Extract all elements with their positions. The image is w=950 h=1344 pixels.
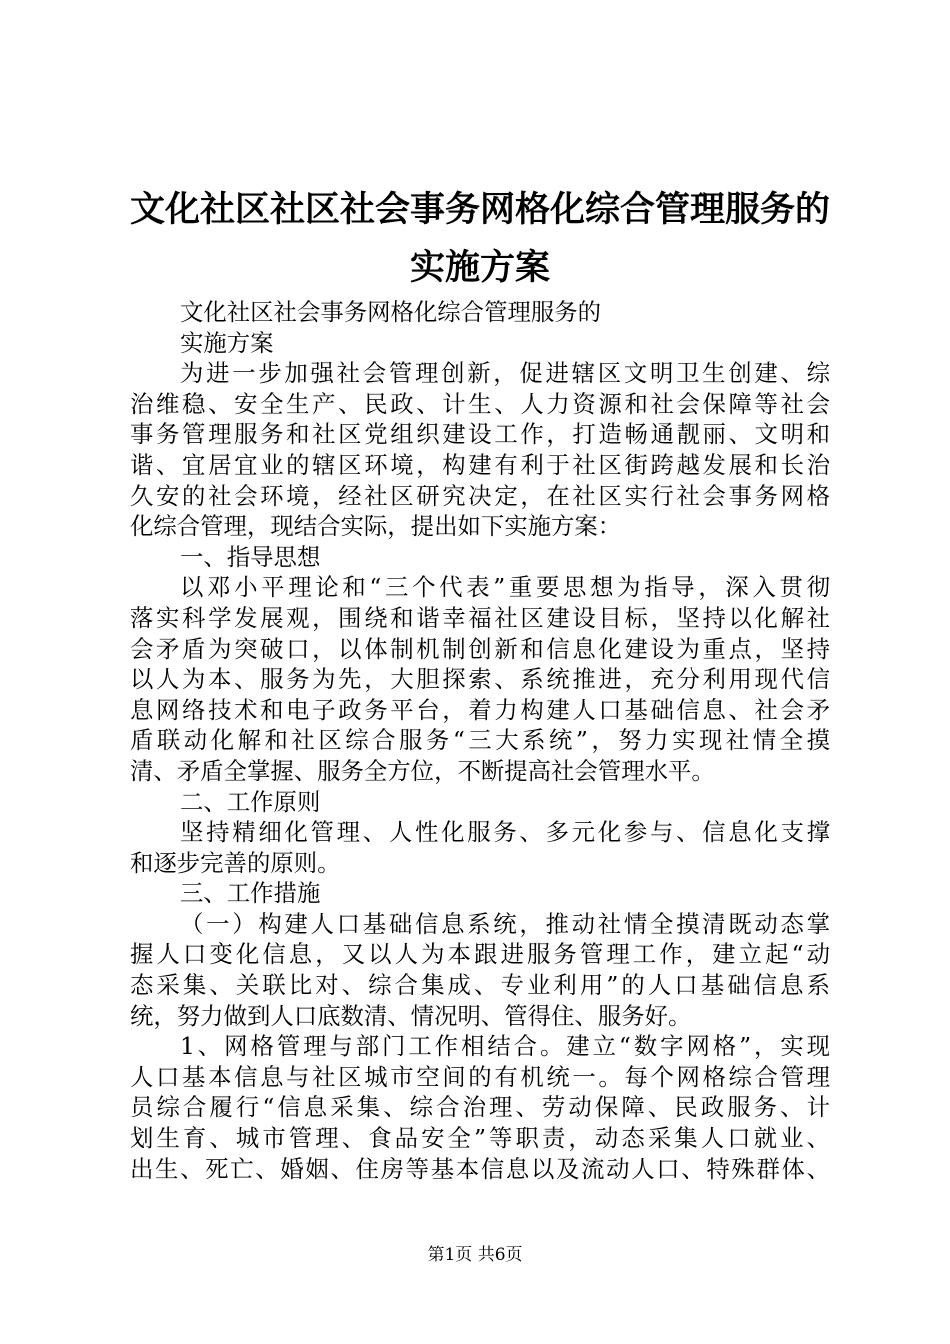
document-title-line-1: 文化社区社区社会事务网格化综合管理服务的	[129, 190, 830, 230]
body-text-line: 息网络技术和电子政务平台，着力构建人口基础信息、社会矛	[130, 695, 830, 724]
body-text-line: 出生、死亡、婚姻、住房等基本信息以及流动人口、特殊群体、	[130, 1154, 830, 1183]
body-text-line: 一、指导思想	[180, 542, 321, 571]
body-text-line: 久安的社会环境，经社区研究决定，在社区实行社会事务网格	[130, 481, 830, 510]
body-text-line: 以人为本、服务为先，大胆探索、系统推进，充分利用现代信	[130, 665, 830, 694]
body-text-line: 人口基本信息与社区城市空间的有机统一。每个网格综合管理	[130, 1062, 830, 1091]
body-text-line: 清、矛盾全掌握、服务全方位，不断提高社会管理水平。	[130, 756, 715, 785]
body-text-line: 划生育、城市管理、食品安全”等职责，动态采集人口就业、	[130, 1124, 830, 1153]
body-text-line: 和逐步完善的原则。	[130, 848, 341, 877]
document-title-line-2: 实施方案	[409, 248, 550, 288]
body-text-line: 盾联动化解和社区综合服务“三大系统”，努力实现社情全摸	[130, 726, 830, 755]
body-text-line: 事务管理服务和社区党组织建设工作，打造畅通靓丽、文明和	[130, 420, 830, 449]
body-text-line: 三、工作措施	[180, 879, 321, 908]
page-footer: 第1页 共6页	[427, 1245, 523, 1265]
document-body	[130, 297, 830, 1184]
body-text-line: 化综合管理，现结合实际，提出如下实施方案：	[130, 512, 622, 541]
body-text-line: 态采集、关联比对、综合集成、专业利用”的人口基础信息系	[130, 971, 830, 1000]
body-text-line: （一）构建人口基础信息系统，推动社情全摸清既动态掌	[180, 909, 830, 938]
body-text-line: 治维稳、安全生产、民政、计生、人力资源和社会保障等社会	[130, 389, 830, 418]
body-text-line: 坚持精细化管理、人性化服务、多元化参与、信息化支撑	[180, 818, 830, 847]
body-text-line: 员综合履行“信息采集、综合治理、劳动保障、民政服务、计	[130, 1093, 830, 1122]
body-text-line: 实施方案	[180, 328, 274, 357]
body-text-line: 谐、宜居宜业的辖区环境，构建有利于社区街跨越发展和长治	[130, 450, 830, 479]
body-text-line: 文化社区社会事务网格化综合管理服务的	[180, 298, 602, 326]
body-text-line: 统，努力做到人口底数清、情况明、管得住、服务好。	[130, 1001, 692, 1030]
body-text-line: 握人口变化信息，又以人为本跟进服务管理工作，建立起“动	[130, 940, 830, 969]
body-text-line: 1、网格管理与部门工作相结合。建立“数字网格”，实现	[180, 1032, 830, 1061]
body-text-line: 二、工作原则	[180, 787, 321, 816]
body-text-line: 会矛盾为突破口，以体制机制创新和信息化建设为重点，坚持	[130, 634, 830, 663]
body-text-line: 为进一步加强社会管理创新，促进辖区文明卫生创建、综	[180, 359, 830, 388]
body-text-line: 落实科学发展观，围绕和谐幸福社区建设目标，坚持以化解社	[130, 603, 830, 632]
body-text-line: 以邓小平理论和“三个代表”重要思想为指导，深入贯彻	[180, 573, 830, 602]
